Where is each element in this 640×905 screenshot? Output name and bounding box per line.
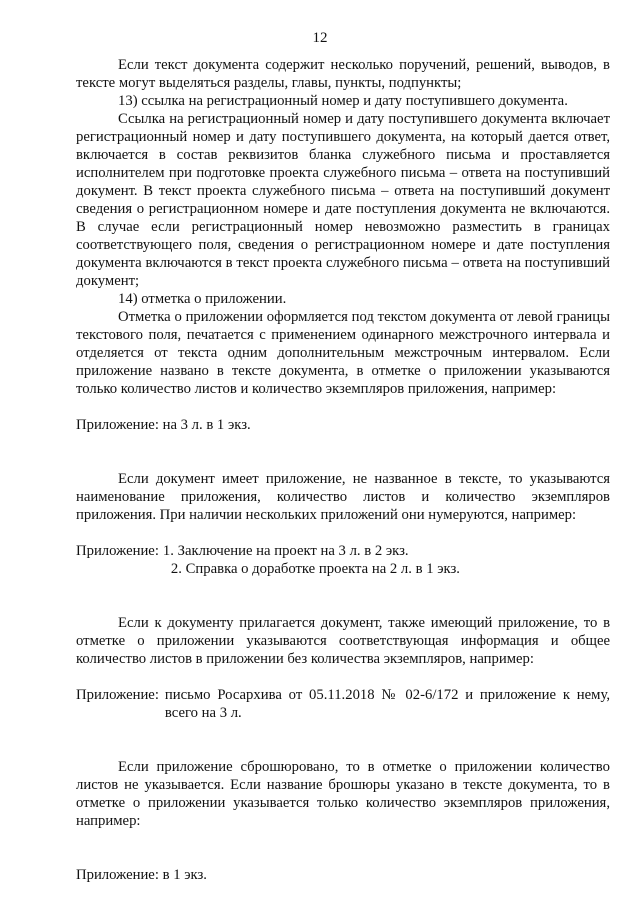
spacer [76,848,610,866]
attachment-text [159,686,610,722]
page-number: 12 [312,30,328,46]
spacer [76,596,610,614]
document-body [76,56,610,884]
spacer [76,398,610,416]
spacer [76,434,610,452]
spacer [76,740,610,758]
paragraph-nested-attachment: Если к документу прилагается документ, также имеющий приложение, то в отметке о приложении указываются соответствующая информация и общее количество листов в приложении без количества экземпляров, например: [76,615,610,667]
paragraph-brochure: Если приложение сброшюровано, то в отметке о приложении количество листов не указывается. Если название брошюры указано в тексте документа, то в отметке о приложении указывается только количество экземпляров приложения, например: [76,759,610,829]
paragraph-unnamed-attachment: Если документ имеет приложение, не названное в тексте, то указываются наименование приложения, количество листов и количество экземпляров приложения. При наличии нескольких приложений они нумеруются, например: [76,471,610,523]
example-attachment-simple: Приложение: на 3 л. в 1 экз. [76,417,251,433]
paragraph-registration-reference: Ссылка на регистрационный номер и дату поступившего документа включает регистрационный номер и дату поступившего документа, на который дается ответ, включается в состав реквизитов бланка служебного письма и проставляется исполнителем при подготовке проекта служебного письма – ответа на поступивший документ. В текст проекта служебного письма – ответа на поступивший документ сведения о регистрационном номере и дате поступления документа не включаются. В случае если регистрационный номер невозможно разместить в границах соответствующего поля, сведения о регистрационном номере и дате поступления документа включаются в текст проекта служебного письма – ответа на поступивший документ; [76,111,610,289]
paragraph-sections: Если текст документа содержит несколько поручений, решений, выводов, в тексте могут выделяться разделы, главы, пункты, подпункты; [76,57,610,91]
spacer [76,524,610,542]
spacer [76,578,610,596]
item-14-heading: 14) отметка о приложении. [118,291,287,307]
spacer [76,452,610,470]
attachment-item: 2. Справка о доработке проекта на 2 л. в 1 экз. [170,561,460,577]
example-attachment-numbered [76,542,610,578]
attachment-item: 1. Заключение на проект на 3 л. в 2 экз. [162,543,409,559]
example-attachment-brochure: Приложение: в 1 экз. [76,867,207,883]
item-13-heading: 13) ссылка на регистрационный номер и дату поступившего документа. [118,93,568,109]
spacer [76,830,610,848]
example-label: Приложение: [76,687,159,703]
example-attachment-letter [76,686,610,722]
spacer [76,668,610,686]
spacer [76,722,610,740]
example-label: Приложение: [76,543,159,559]
attachment-list [159,542,460,578]
paragraph-attachment-mark: Отметка о приложении оформляется под текстом документа от левой границы текстового поля, печатается с применением одинарного межстрочного интервала и отделяется от текста одним дополнительным межстрочным интервалом. Если приложение названо в тексте документа, в отметке о приложении указываются только количество листов и количество экземпляров приложения, например: [76,309,610,397]
attachment-item: письмо Росархива от 05.11.2018 № 02-6/172 и приложение к нему, всего на 3 л. [164,687,610,721]
